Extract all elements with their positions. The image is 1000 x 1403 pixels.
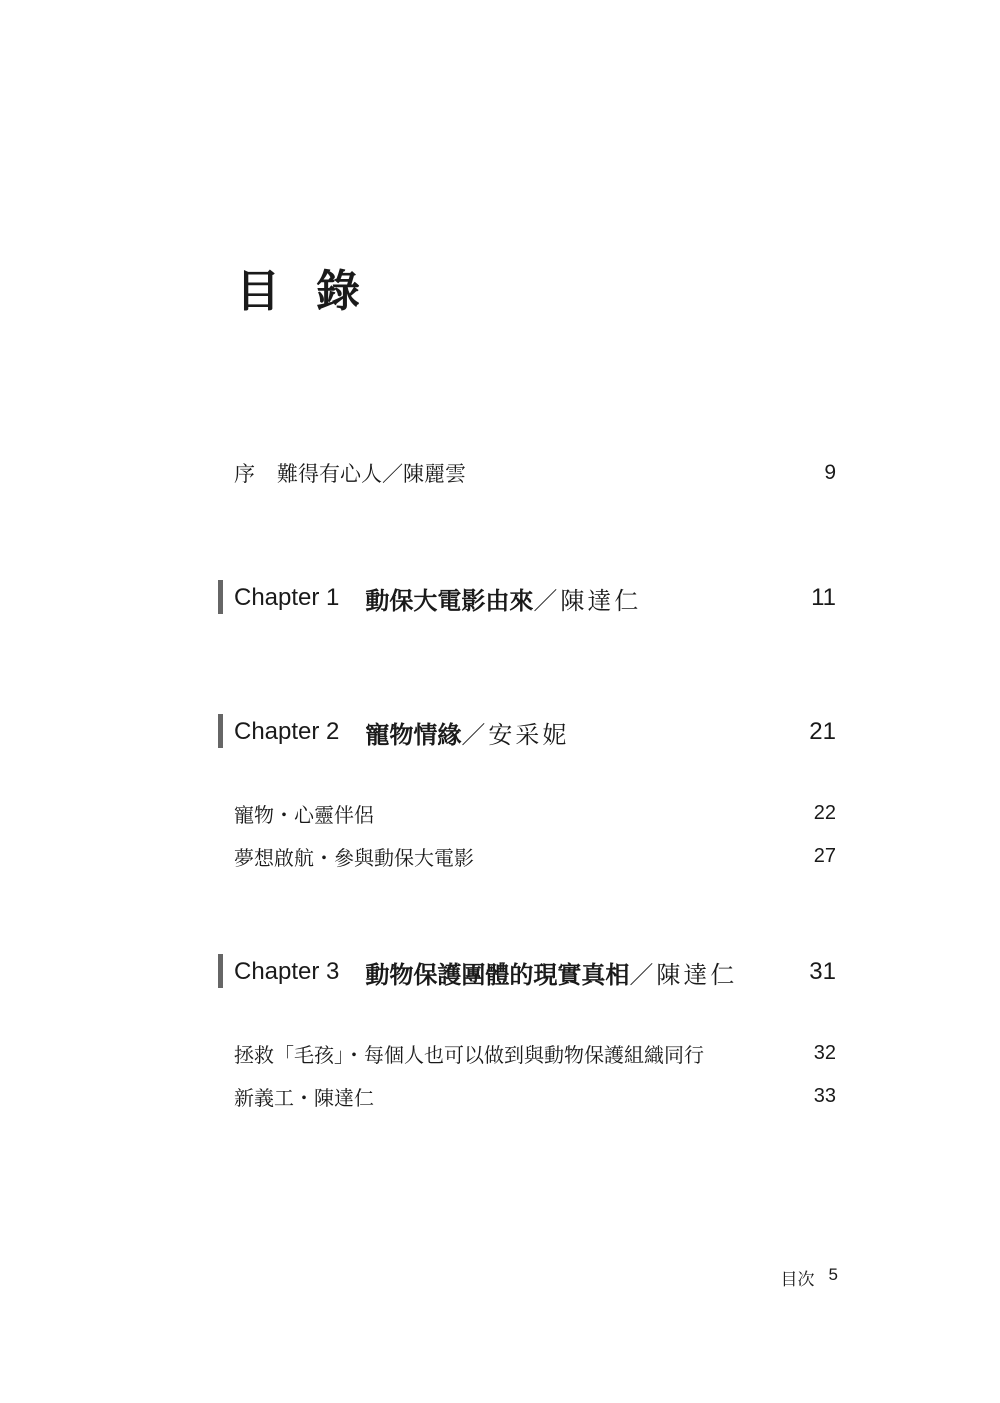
chapter-page: 11 [811,584,836,611]
chapter-marker-bar [218,714,223,748]
toc-entry-section[interactable] [234,840,836,872]
page-title: 目錄 [236,266,396,317]
toc-entry-chapter-1[interactable] [234,578,836,618]
chapter-author: ／陳達仁 [533,586,642,615]
section-title: 寵物・心靈伴侶 [234,802,374,827]
preface-label: 序 [234,462,255,486]
chapter-label: Chapter 2 [234,718,340,745]
page-footer [781,1265,838,1290]
chapter-page: 31 [809,958,836,985]
toc-entry-chapter-2[interactable] [234,712,836,752]
footer-page-number: 5 [828,1265,838,1284]
section-page: 33 [813,1084,836,1107]
chapter-title: 動保大電影由來 [365,586,534,615]
section-title: 拯救「毛孩」・每個人也可以做到與動物保護組織同行 [234,1042,704,1067]
chapter-label: Chapter 1 [234,584,340,611]
toc-entry-preface[interactable] [234,456,836,490]
chapter-page: 21 [809,718,836,745]
footer-label: 目次 [780,1270,815,1290]
toc-entry-chapter-3[interactable] [234,952,836,992]
preface-title: 難得有心人／陳麗雲 [277,462,466,486]
section-page: 27 [813,844,836,867]
chapter-author: ／陳達仁 [629,960,738,989]
toc-entry-section[interactable] [234,1037,836,1069]
toc-entry-section[interactable] [234,1080,836,1112]
toc-entry-section[interactable] [234,797,836,829]
chapter-marker-bar [218,954,223,988]
chapter-marker-bar [218,580,223,614]
chapter-title: 寵物情緣 [365,720,462,749]
section-page: 32 [813,1041,836,1064]
section-page: 22 [813,801,836,824]
chapter-author: ／安采妮 [461,720,570,749]
preface-page: 9 [824,461,836,484]
section-title: 夢想啟航・參與動保大電影 [234,845,474,870]
section-title: 新義工・陳達仁 [234,1085,374,1110]
chapter-title: 動物保護團體的現實真相 [365,960,630,989]
chapter-label: Chapter 3 [234,958,340,985]
